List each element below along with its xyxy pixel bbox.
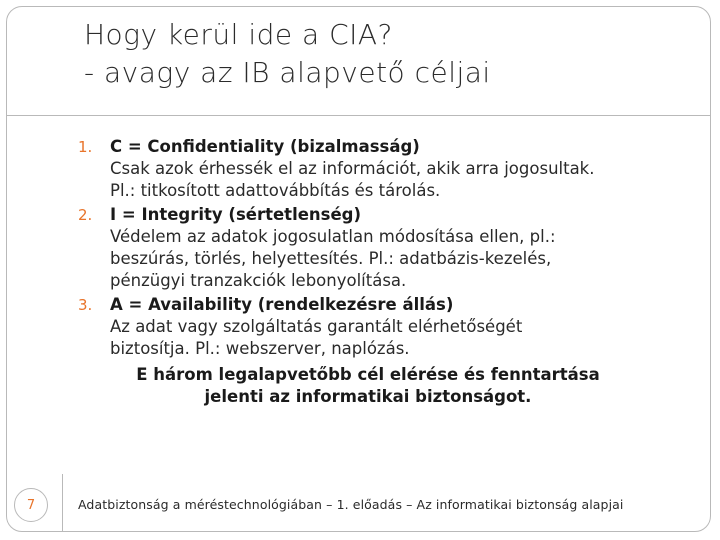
list-item-text: Pl.: titkosított adattovábbítás és tárolás. bbox=[110, 181, 441, 200]
list-number: 3. bbox=[78, 296, 93, 314]
list-item-heading: I = Integrity (sértetlenség) bbox=[110, 205, 362, 224]
footer-divider bbox=[62, 474, 63, 532]
title-line-2: - avagy az IB alapvető céljai bbox=[84, 56, 491, 89]
list-item-confidentiality bbox=[78, 136, 698, 202]
footer-text: Adatbiztonság a méréstechnológiában – 1. előadás – Az informatikai biztonság alapjai bbox=[78, 497, 624, 512]
list-item-text: pénzügyi tranzakciók lebonyolítása. bbox=[110, 271, 407, 290]
page-number: 7 bbox=[26, 497, 36, 513]
slide-title bbox=[84, 16, 684, 92]
list-item-availability bbox=[78, 294, 698, 360]
list-item-text: Az adat vagy szolgáltatás garantált elérhetőségét bbox=[110, 317, 523, 336]
list-item-text: Védelem az adatok jogosulatlan módosítása ellen, pl.: bbox=[110, 227, 556, 246]
list-item-heading: A = Availability (rendelkezésre állás) bbox=[110, 295, 454, 314]
slide-content bbox=[78, 136, 698, 408]
page-number-badge bbox=[14, 488, 48, 522]
list-item-heading: C = Confidentiality (bizalmasság) bbox=[110, 137, 420, 156]
list-item-text: Csak azok érhessék el az információt, akik arra jogosultak. bbox=[110, 159, 595, 178]
conclusion bbox=[108, 364, 628, 408]
list-item-text: biztosítja. Pl.: webszerver, naplózás. bbox=[110, 339, 410, 358]
list-item-integrity bbox=[78, 204, 698, 292]
title-line-1: Hogy kerül ide a CIA? bbox=[84, 18, 393, 51]
list-item-text: beszúrás, törlés, helyettesítés. Pl.: adatbázis-kezelés, bbox=[110, 249, 552, 268]
conclusion-line-2: jelenti az informatikai biztonságot. bbox=[204, 387, 532, 406]
conclusion-line-1: E három legalapvetőbb cél elérése és fenntartása bbox=[136, 365, 600, 384]
list-number: 1. bbox=[78, 138, 93, 156]
title-divider bbox=[6, 115, 711, 116]
list-number: 2. bbox=[78, 206, 93, 224]
